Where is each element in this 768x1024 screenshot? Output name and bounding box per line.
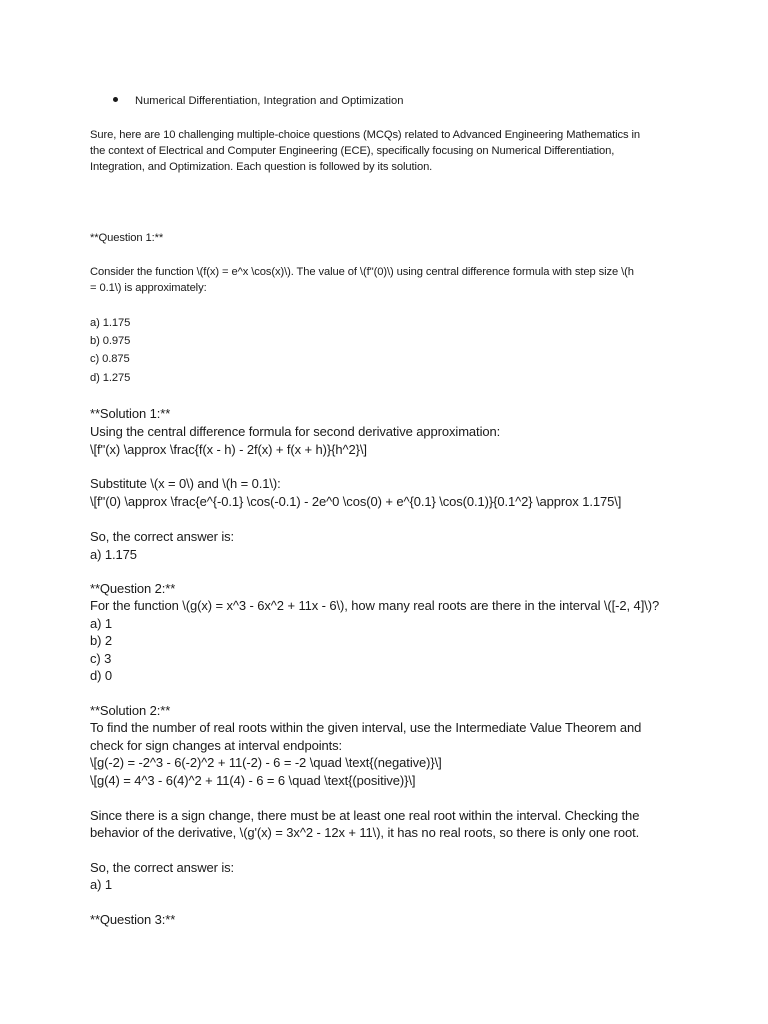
solution-2-para-1: Since there is a sign change, there must be at least one real root within the interval. Checking the (90, 808, 640, 823)
solution-2-answer: a) 1 (90, 877, 113, 892)
question-3-title: **Question 3:** (90, 912, 176, 927)
bullet-icon (113, 97, 118, 102)
solution-1-substitute: Substitute \(x = 0\) and \(h = 0.1\): (90, 476, 281, 491)
section-heading: Numerical Differentiation, Integration and Optimization (135, 95, 404, 107)
question-1-option-a: a) 1.175 (90, 317, 131, 329)
question-2-option-b: b) 2 (90, 633, 113, 648)
solution-1-line-1: Using the central difference formula for second derivative approximation: (90, 424, 501, 439)
solution-2-text-2: check for sign changes at interval endpoints: (90, 738, 343, 753)
intro-line-2: the context of Electrical and Computer Engineering (ECE), specifically focusing on Numerical Differentiation, (90, 145, 615, 157)
solution-2-formula-2: \[g(4) = 4^3 - 6(4)^2 + 11(4) - 6 = 6 \quad \text{(positive)}\] (90, 773, 416, 788)
solution-2-text-1: To find the number of real roots within the given interval, use the Intermediate Value Theorem and (90, 720, 642, 735)
intro-line-3: Integration, and Optimization. Each question is followed by its solution. (90, 161, 433, 173)
solution-1-title: **Solution 1:** (90, 406, 171, 421)
question-1-option-b: b) 0.975 (90, 335, 131, 347)
question-2-option-c: c) 3 (90, 651, 112, 666)
solution-2-conclusion: So, the correct answer is: (90, 860, 235, 875)
question-1-option-d: d) 1.275 (90, 372, 131, 384)
question-1-option-c: c) 0.875 (90, 353, 130, 365)
solution-1-answer: a) 1.175 (90, 547, 137, 562)
solution-1-formula-2: \[f''(0) \approx \frac{e^{-0.1} \cos(-0.1) - 2e^0 \cos(0) + e^{0.1} \cos(0.1)}{0.1^2} \approx 1.175\] (90, 494, 622, 509)
solution-2-para-2: behavior of the derivative, \(g'(x) = 3x^2 - 12x + 11\), it has no real roots, so there is only one root. (90, 825, 640, 840)
question-1-title: **Question 1:** (90, 232, 164, 244)
question-1-prompt-2: = 0.1\) is approximately: (90, 282, 207, 294)
solution-1-formula-1: \[f''(x) \approx \frac{f(x - h) - 2f(x) + f(x + h)}{h^2}\] (90, 442, 367, 457)
question-2-prompt: For the function \(g(x) = x^3 - 6x^2 + 11x - 6\), how many real roots are there in the interval \([-2, 4]\)? (90, 598, 660, 613)
solution-1-conclusion: So, the correct answer is: (90, 529, 235, 544)
question-2-option-d: d) 0 (90, 668, 113, 683)
solution-2-title: **Solution 2:** (90, 703, 171, 718)
intro-line-1: Sure, here are 10 challenging multiple-choice questions (MCQs) related to Advanced Engineering Mathematics in (90, 129, 641, 141)
solution-2-formula-1: \[g(-2) = -2^3 - 6(-2)^2 + 11(-2) - 6 = -2 \quad \text{(negative)}\] (90, 755, 442, 770)
question-2-option-a: a) 1 (90, 616, 113, 631)
question-1-prompt-1: Consider the function \(f(x) = e^x \cos(x)\). The value of \(f''(0)\) using central difference formula with step size \(h (90, 266, 634, 278)
question-2-title: **Question 2:** (90, 581, 176, 596)
